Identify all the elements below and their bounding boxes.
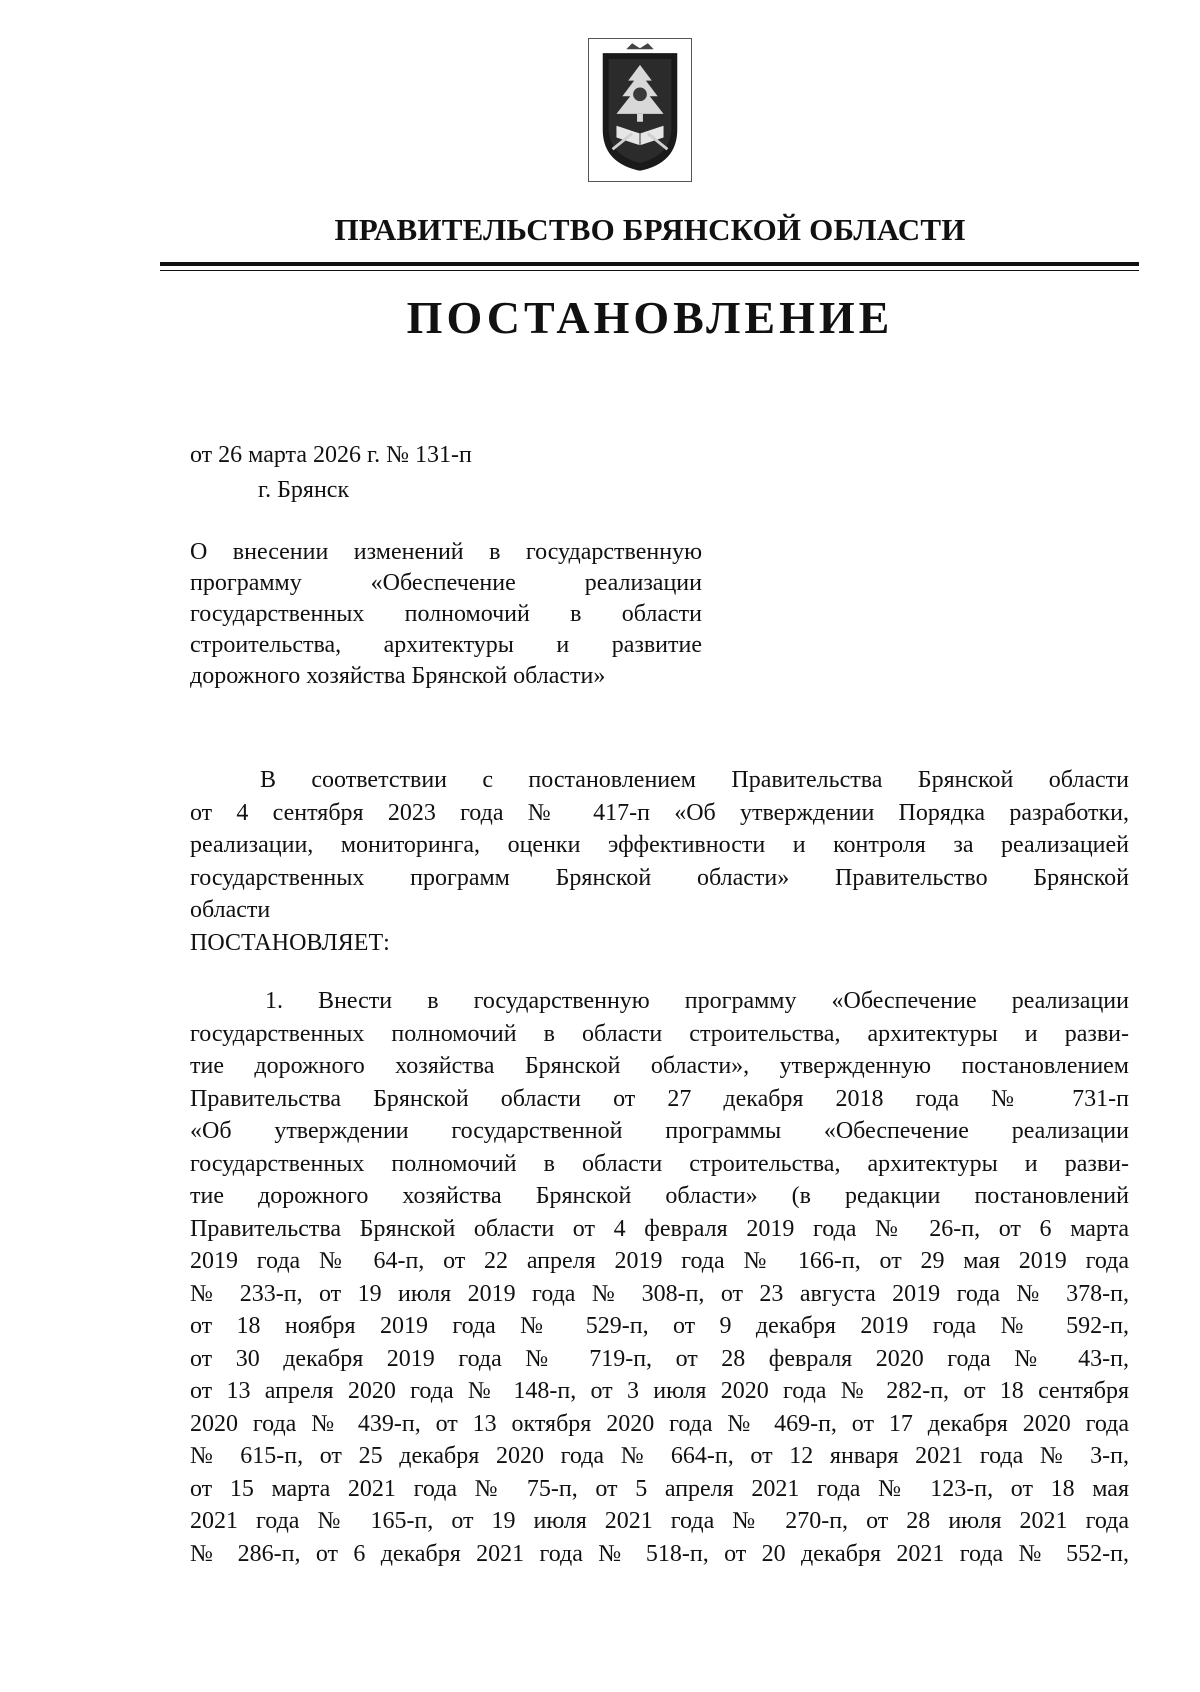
item-1-line: от 13 апреля 2020 года № 148-п, от 3 июля 2020 года № 282-п, от 18 сентября bbox=[190, 1378, 1129, 1404]
item-1-line: № 233-п, от 19 июля 2019 года № 308-п, от 23 августа 2019 года № 378-п, bbox=[190, 1280, 1129, 1307]
item-1-paragraph bbox=[190, 985, 1129, 1570]
document-place: г. Брянск bbox=[258, 477, 350, 503]
item-1-line: тие дорожного хозяйства Брянской области» (в редакции постановлений bbox=[190, 1183, 1129, 1209]
item-1-line: Правительства Брянской области от 4 февраля 2019 года № 26-п, от 6 марта bbox=[190, 1215, 1129, 1242]
header-rule-thick bbox=[160, 262, 1139, 266]
item-1-line: «Об утверждении государственной программы «Обеспечение реализации bbox=[190, 1118, 1129, 1144]
subject-line: дорожного хозяйства Брянской области» bbox=[190, 663, 606, 689]
item-1-line: № 286-п, от 6 декабря 2021 года № 518-п, от 20 декабря 2021 года № 552-п, bbox=[190, 1540, 1129, 1567]
resolve-heading: ПОСТАНОВЛЯЕТ: bbox=[190, 930, 390, 956]
item-1-line: 2021 года № 165-п, от 19 июля 2021 года № 270-п, от 28 июля 2021 года bbox=[190, 1508, 1129, 1534]
item-1-line: № 615-п, от 25 декабря 2020 года № 664-п, от 12 января 2021 года № 3-п, bbox=[190, 1443, 1129, 1469]
item-1-line: тие дорожного хозяйства Брянской области», утвержденную постановлением bbox=[190, 1053, 1129, 1079]
preamble-line: В соответствии с постановлением Правительства Брянской области bbox=[260, 767, 1129, 793]
item-1-line: Правительства Брянской области от 27 декабря 2018 года № 731-п bbox=[190, 1085, 1129, 1112]
preamble-paragraph bbox=[190, 764, 1129, 927]
item-1-line: 1. Внести в государственную программу «Обеспечение реализации bbox=[265, 988, 1129, 1014]
item-1-line: 2020 года № 439-п, от 13 октября 2020 года № 469-п, от 17 декабря 2020 года bbox=[190, 1410, 1129, 1437]
preamble-line: от 4 сентября 2023 года № 417-п «Об утверждении Порядка разработки, bbox=[190, 799, 1129, 826]
item-1-line: от 30 декабря 2019 года № 719-п, от 28 февраля 2020 года № 43-п, bbox=[190, 1345, 1129, 1372]
item-1-line: 2019 года № 64-п, от 22 апреля 2019 года № 166-п, от 29 мая 2019 года bbox=[190, 1248, 1129, 1274]
document-type-title: ПОСТАНОВЛЕНИЕ bbox=[406, 292, 894, 343]
document-subject bbox=[190, 537, 702, 692]
item-1-line: государственных полномочий в области строительства, архитектуры и разви- bbox=[190, 1020, 1129, 1047]
organization-title: ПРАВИТЕЛЬСТВО БРЯНСКОЙ ОБЛАСТИ bbox=[334, 212, 966, 247]
subject-line: программу «Обеспечение реализации bbox=[190, 570, 702, 596]
subject-line: О внесении изменений в государственную bbox=[190, 539, 702, 565]
item-1-line: от 18 ноября 2019 года № 529-п, от 9 декабря 2019 года № 592-п, bbox=[190, 1313, 1129, 1339]
item-1-line: от 15 марта 2021 года № 75-п, от 5 апреля 2021 года № 123-п, от 18 мая bbox=[190, 1475, 1129, 1502]
subject-line: государственных полномочий в области bbox=[190, 601, 702, 627]
item-1-line: государственных полномочий в области строительства, архитектуры и разви- bbox=[190, 1150, 1129, 1177]
preamble-line: реализации, мониторинга, оценки эффективности и контроля за реализацией bbox=[190, 832, 1129, 858]
preamble-line: области bbox=[190, 897, 271, 923]
document-date-number: от 26 марта 2026 г. № 131-п bbox=[190, 442, 472, 468]
coat-of-arms-icon bbox=[588, 38, 692, 182]
header-rule-thin bbox=[160, 270, 1139, 271]
subject-line: строительства, архитектуры и развитие bbox=[190, 632, 702, 658]
preamble-line: государственных программ Брянской области» Правительство Брянской bbox=[190, 864, 1129, 891]
